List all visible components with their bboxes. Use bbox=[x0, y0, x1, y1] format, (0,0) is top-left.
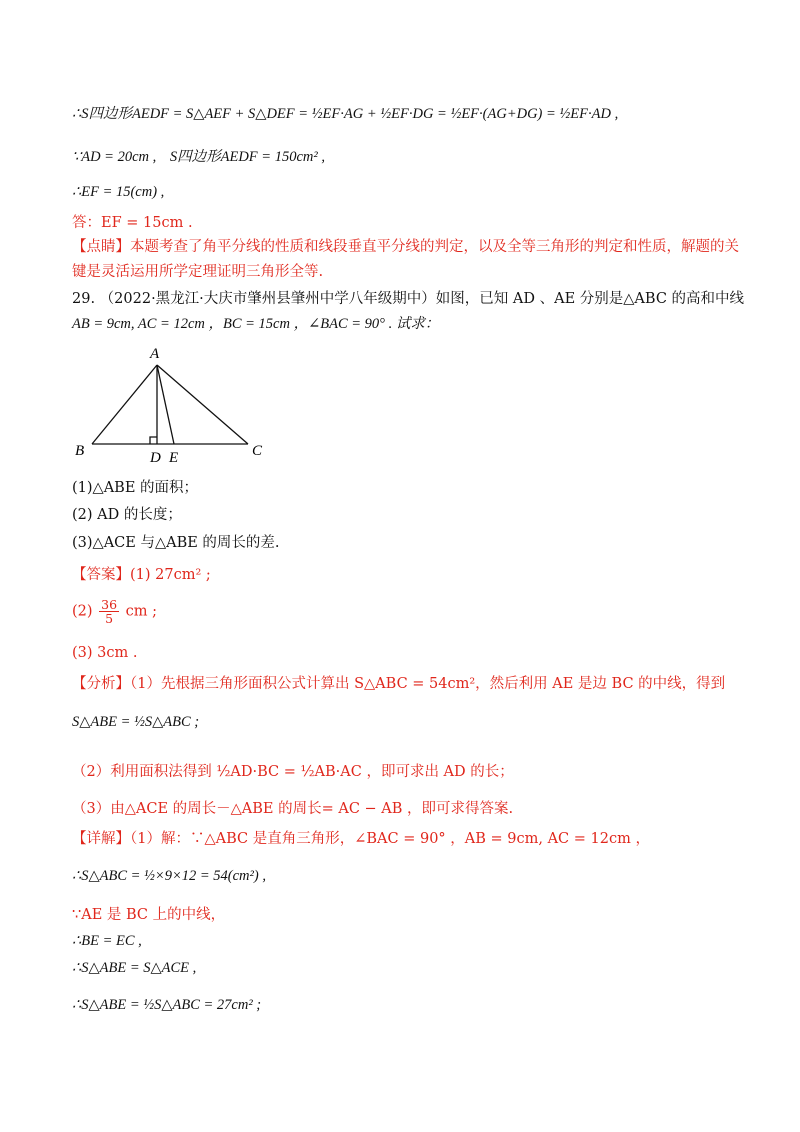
question-number: 29. bbox=[72, 291, 96, 307]
question-text-1: （2022·黑龙江·大庆市肇州县肇州中学八年级期中）如图，已知 AD 、AE 分别是△ABC 的高和中线 bbox=[99, 291, 745, 307]
proof-line-2-given: ∵AD = 20cm , bbox=[72, 149, 157, 165]
detail-3-text: ∵AE 是 BC 上的中线， bbox=[72, 907, 226, 923]
answer-3 bbox=[72, 643, 740, 663]
detail-1 bbox=[72, 829, 740, 849]
detail-5-text: ∴S△ABE = S△ACE , bbox=[72, 960, 197, 976]
answer-2 bbox=[72, 598, 740, 634]
answer-2-fraction bbox=[99, 598, 119, 625]
right-angle-mark bbox=[150, 437, 157, 444]
detail-5 bbox=[72, 958, 740, 978]
analysis-3-text: （3）由△ACE 的周长－△ABE 的周长= AC − AB ，即可求得答案. bbox=[72, 801, 514, 817]
detail-tag: 【详解】 bbox=[72, 831, 130, 847]
analysis-1b bbox=[72, 712, 740, 732]
question-text-2: AB = 9cm, AC = 12cm ，BC = 15cm ，∠BAC = 90° . 试求： bbox=[72, 316, 440, 332]
note-text-2: 键是灵活运用所学定理证明三角形全等. bbox=[72, 264, 324, 280]
detail-2-text: ∴S△ABC = ½×9×12 = 54(cm²) , bbox=[72, 868, 266, 884]
proof-line-2-area: S四边形AEDF = 150cm² , bbox=[169, 149, 325, 165]
analysis-1-text: （1）先根据三角形面积公式计算出 S△ABC = 54cm²，然后利用 AE 是边 BC 的中线，得到 bbox=[130, 676, 726, 692]
analysis-1 bbox=[72, 674, 740, 694]
analysis-1b-text: S△ABE = ½S△ABC ; bbox=[72, 714, 200, 730]
proof-line-3-text: ∴EF = 15(cm) , bbox=[72, 184, 165, 200]
proof-line-1 bbox=[72, 104, 740, 124]
answer-line bbox=[72, 213, 740, 233]
triangle-figure bbox=[70, 340, 280, 465]
answer-1-text: (1) 27cm² ; bbox=[130, 567, 211, 583]
note-line-1 bbox=[72, 237, 740, 257]
sub-question-2 bbox=[72, 505, 740, 525]
sub-question-2-text: (2) AD 的长度； bbox=[72, 507, 182, 523]
label-d: D bbox=[150, 450, 161, 465]
answer-line-text: 答：EF = 15cm . bbox=[72, 215, 193, 231]
detail-2 bbox=[72, 866, 740, 886]
detail-4-text: ∴BE = EC , bbox=[72, 933, 142, 949]
analysis-2-text: （2）利用面积法得到 ½AD·BC = ½AB·AC ，即可求出 AD 的长； bbox=[72, 764, 514, 780]
proof-line-3 bbox=[72, 182, 740, 202]
proof-line-1-text: ∴S四边形AEDF = S△AEF + S△DEF = ½EF·AG + ½EF·DG = ½EF·(AG+DG) = ½EF·AD , bbox=[72, 106, 619, 122]
analysis-2 bbox=[72, 762, 740, 782]
detail-6-text: ∴S△ABE = ½S△ABC = 27cm² ; bbox=[72, 997, 262, 1013]
analysis-tag: 【分析】 bbox=[72, 676, 130, 692]
answer-2-suffix: cm ; bbox=[125, 603, 158, 620]
sub-question-3 bbox=[72, 533, 740, 553]
answer-2-denominator: 5 bbox=[105, 611, 114, 626]
question-line-2 bbox=[72, 314, 740, 334]
side-ab bbox=[92, 365, 157, 444]
side-ac bbox=[157, 365, 248, 444]
question-line-1 bbox=[72, 289, 745, 309]
sub-question-1 bbox=[72, 478, 740, 498]
proof-line-2 bbox=[72, 147, 740, 167]
sub-question-1-text: (1)△ABE 的面积； bbox=[72, 480, 199, 496]
answer-2-prefix: (2) bbox=[72, 603, 93, 620]
label-c: C bbox=[252, 443, 263, 459]
answer-tag: 【答案】 bbox=[72, 567, 130, 583]
detail-1-text: （1）解：∵△ABC 是直角三角形，∠BAC = 90° ，AB = 9cm, AC = 12cm ， bbox=[130, 831, 650, 847]
note-text-1: 本题考查了角平分线的性质和线段垂直平分线的判定，以及全等三角形的判定和性质，解题的关 bbox=[130, 239, 739, 255]
label-b: B bbox=[75, 443, 85, 459]
analysis-3 bbox=[72, 799, 740, 819]
detail-4 bbox=[72, 931, 740, 951]
answer-1 bbox=[72, 565, 740, 585]
answer-2-numerator: 36 bbox=[101, 597, 118, 612]
note-tag: 【点睛】 bbox=[72, 239, 130, 255]
sub-question-3-text: (3)△ACE 与△ABE 的周长的差. bbox=[72, 535, 280, 551]
answer-3-text: (3) 3cm . bbox=[72, 645, 138, 661]
note-line-2 bbox=[72, 262, 740, 282]
label-a: A bbox=[150, 346, 160, 362]
label-e: E bbox=[169, 450, 179, 465]
detail-3 bbox=[72, 905, 740, 925]
detail-6 bbox=[72, 995, 740, 1015]
